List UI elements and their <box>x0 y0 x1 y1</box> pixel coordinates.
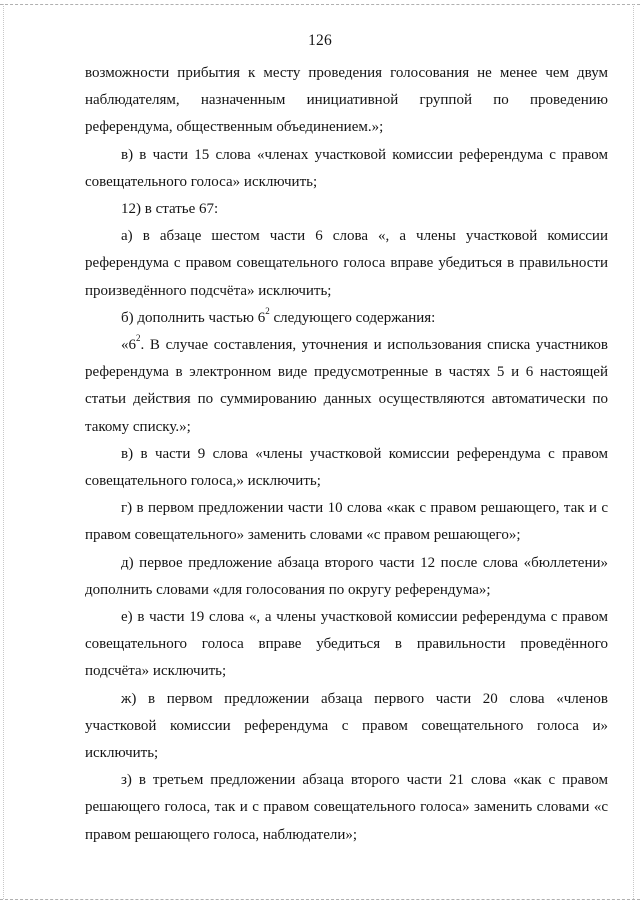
paragraph-item-b-add-part <box>85 305 608 332</box>
scan-edge-top <box>0 4 640 5</box>
body-text <box>85 60 608 849</box>
paragraph-item-12-article-67: 12) в статье 67: <box>121 201 219 218</box>
superscript: 2 <box>265 305 270 316</box>
page-number: 126 <box>308 32 332 49</box>
paragraph-part-6-2-content <box>85 332 608 441</box>
paragraph-item-d-part-12: д) первое предложение абзаца второго части 12 после слова «бюллетени» дополнить словами «для голосования по округу референдума»; <box>85 554 608 598</box>
scan-edge-right <box>633 4 634 899</box>
paragraph-item-a-part-6: а) в абзаце шестом части 6 слова «, а члены участковой комиссии референдума с правом совещательного голоса вправе убедиться в правильности произведённого подсчёта» исключить; <box>85 228 608 299</box>
paragraph-item-v-part-9: в) в части 9 слова «члены участковой комиссии референдума с правом совещательного голоса,» исключить; <box>85 445 608 490</box>
paragraph-text-after: следующего содержания: <box>269 309 436 326</box>
paragraph-item-zh-part-20: ж) в первом предложении абзаца первого части 20 слова «членов участковой комиссии референдума с правом совещательного голоса и» исключить; <box>85 690 608 762</box>
paragraph-item-e-part-19: е) в части 19 слова «, а члены участковой комиссии референдума с правом совещательного голоса вправе убедиться в правильности проведённого подсчёта» исключить; <box>85 609 608 680</box>
scan-edge-bottom <box>0 899 640 900</box>
paragraph-item-g-part-10: г) в первом предложении части 10 слова «как с правом решающего, так и с правом совещательного» заменить словами «с правом решающего»; <box>85 500 608 544</box>
paragraph-item-v-part-15: в) в части 15 слова «членах участковой комиссии референдума с правом совещательного голоса» исключить; <box>85 146 608 190</box>
paragraph-text-before: «6 <box>121 337 136 354</box>
scan-edge-left <box>3 4 4 899</box>
paragraph-item-z-part-21: з) в третьем предложении абзаца второго части 21 слова «как с правом решающего голоса, так и с правом совещательного голоса» заменить словами «с правом решающего голоса, наблюдатели»; <box>85 772 608 843</box>
paragraph-text-before: б) дополнить частью 6 <box>121 309 266 326</box>
paragraph-text-after: . В случае составления, уточнения и использования списка участников референдума в электронном виде предусмотренные в частях 5 и 6 настоящей статьи действия по суммированию данных осуществляются автоматически по такому списку.»; <box>85 337 608 435</box>
superscript: 2 <box>136 333 141 344</box>
paragraph-continuation: возможности прибытия к месту проведения голосования не менее чем двум наблюдателям, назначенным инициативной группой по проведению референдума, общественным объединением.»; <box>85 65 608 136</box>
